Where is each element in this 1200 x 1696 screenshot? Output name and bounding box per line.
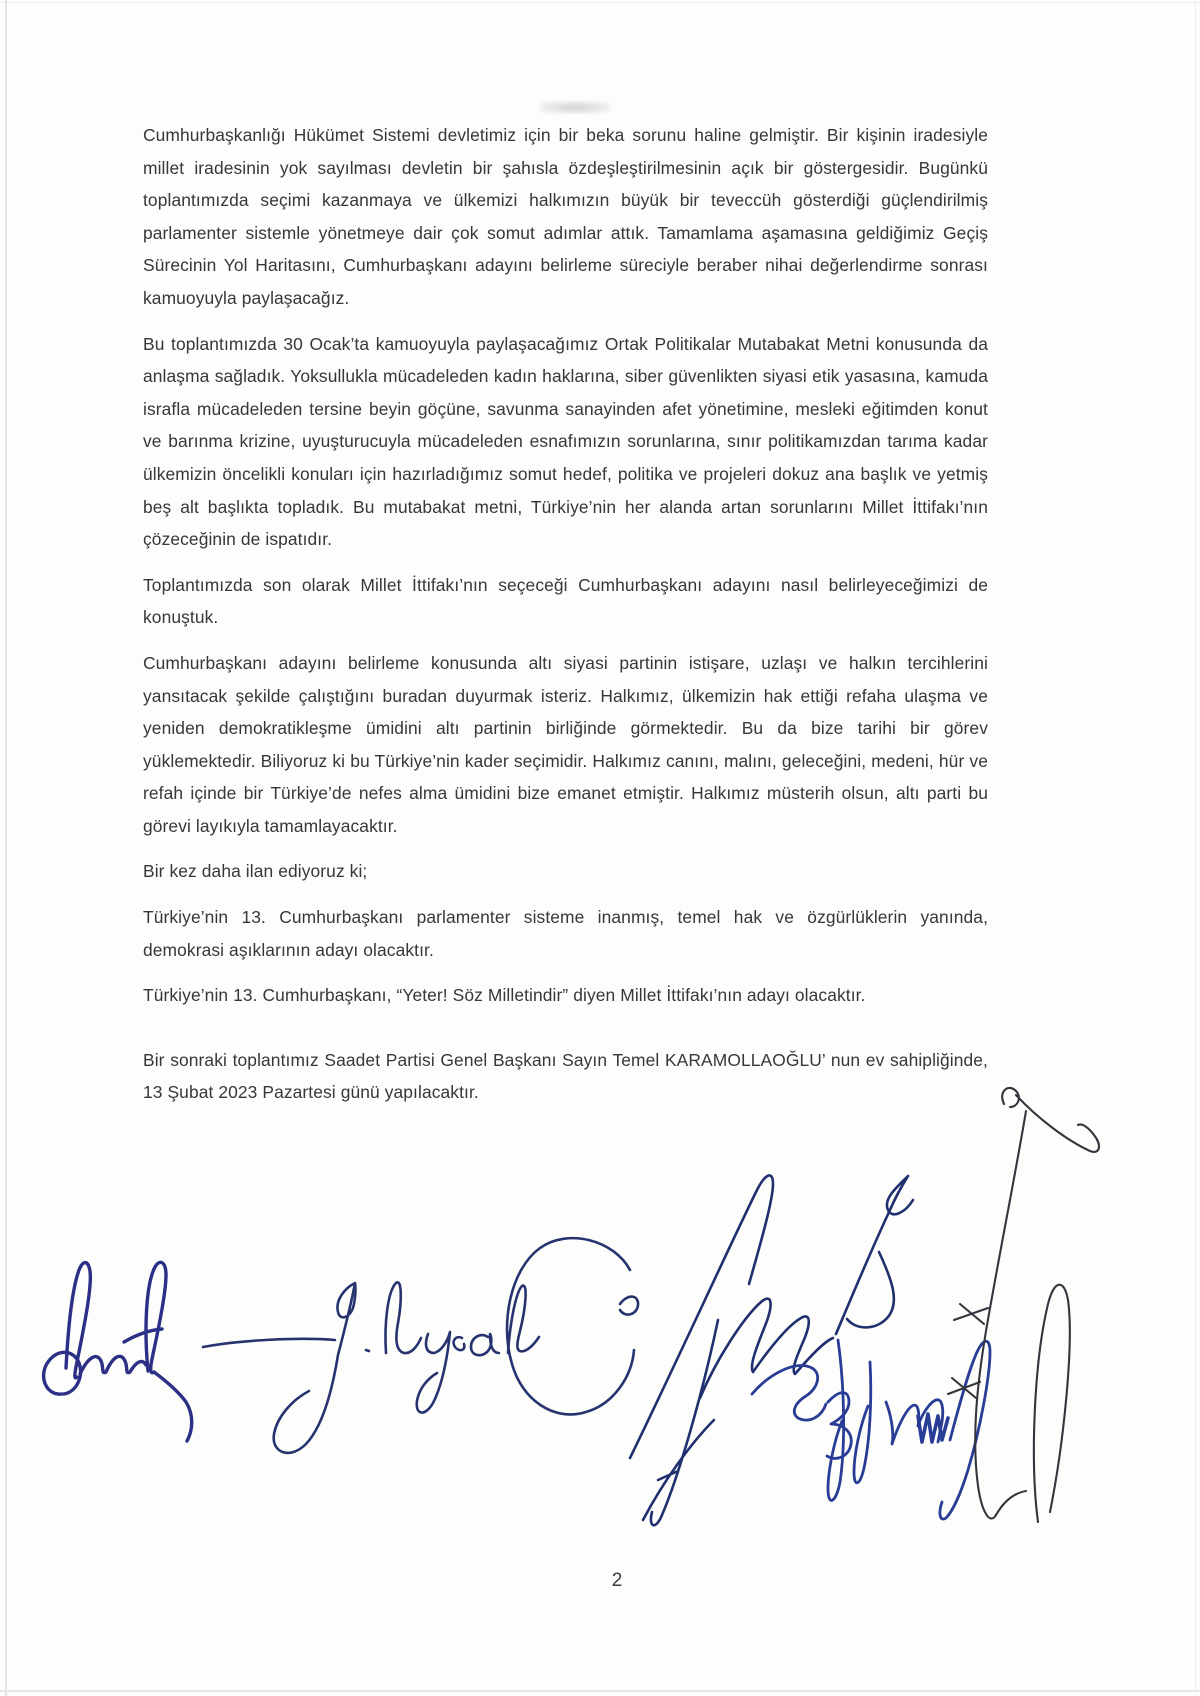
signature-block	[0, 1050, 1200, 1696]
signature-4-ink	[630, 1175, 913, 1525]
paragraph: Cumhurbaşkanlığı Hükümet Sistemi devletimiz için bir beka sorunu haline gelmiştir. Bir kişinin iradesiyle millet iradesinin yok sayılması devletin bir şahısla özdeşleştirilmesinin açık bir göstergesidir. Bugünkü toplantımızda seçimi kazanmaya ve ülkemizi halkımızın büyük bir teveccüh gösterdiği güçlendirilmiş parlamenter sistemle yönetmeye dair çok somut adımlar attık. Tamamlama aşamasına geldiğimiz Geçiş Sürecinin Yol Haritasını, Cumhurbaşkanı adayını belirleme süreciyle beraber nihai değerlendirme sonrası kamuoyuyla paylaşacağız.	[143, 125, 988, 308]
signature-2-ink	[203, 1282, 539, 1453]
paragraph: Toplantımızda son olarak Millet İttifakı’nın seçeceği Cumhurbaşkanı adayını nasıl belirleyeceğimizi de konuştuk.	[143, 574, 988, 628]
signature-3-ink	[507, 1238, 638, 1414]
paragraph: Cumhurbaşkanı adayını belirleme konusunda altı siyasi partinin istişare, uzlaşı ve halkın tercihlerini yansıtacak şekilde çalıştığını buradan duyurmak isteriz. Halkımız, ülkemizin hak ettiği refaha ulaşma ve yeniden demokratikleşme ümidini altı partinin birliğinde görmektedir. Bu da bize tarihi bir görev yüklemektedir. Biliyoruz ki bu Türkiye’nin kader seçimidir. Halkımız canını, malını, geleceğini, medeni, hür ve refah içinde bir Türkiye’de nefes alma ümidini bize emanet etmiştir. Halkımız müsterih olsun, altı parti bu görevi layıkıyla tamamlayacaktır.	[143, 652, 988, 836]
paragraph: Türkiye’nin 13. Cumhurbaşkanı, “Yeter! Söz Milletindir” diyen Millet İttifakı’nın adayı olacaktır.	[143, 985, 866, 1006]
paragraph: Bir kez daha ilan ediyoruz ki;	[143, 861, 368, 882]
paragraph: Bir sonraki toplantımız Saadet Partisi Genel Başkanı Sayın Temel KARAMOLLAOĞLU’ nun ev sahipliğinde, 13 Şubat 2023 Pazartesi günü yapılacaktır.	[143, 1049, 988, 1103]
scan-edge-top	[0, 2, 1200, 3]
signature-5-ink	[752, 1340, 990, 1519]
paragraph: Türkiye’nin 13. Cumhurbaşkanı parlamenter sisteme inanmış, temel hak ve özgürlüklerin yanında, demokrasi aşıklarının adayı olacaktır.	[143, 907, 988, 960]
scan-smudge	[540, 101, 610, 114]
document-text	[143, 119, 988, 1122]
signature-1-ink	[44, 1262, 192, 1441]
paragraph: Bu toplantımızda 30 Ocak’ta kamuoyuyla paylaşacağımız Ortak Politikalar Mutabakat Metni konusunda da anlaşma sağladık. Yoksullukla mücadeleden kadın haklarına, siber güvenlikten siyasi etik yasasına, kamuda israfla mücadeleden tersine beyin göçüne, savunma sanayinden afet yönetimine, mesleki eğitimden konut ve barınma krizine, uyuşturucuyla mücadeleden esnafımızın sorunlarına, sınır politikamızdan tarıma kadar ülkemizin öncelikli konuları için hazırladığımız somut hedef, politika ve projeleri dokuz ana başlık ve yetmiş beş alt başlıkta topladık. Bu mutabakat metni, Türkiye’nin her alanda artan sorunlarını Millet İttifakı’nın çözeceğinin de ispatıdır.	[143, 333, 988, 550]
page-number: 2	[611, 1570, 623, 1591]
